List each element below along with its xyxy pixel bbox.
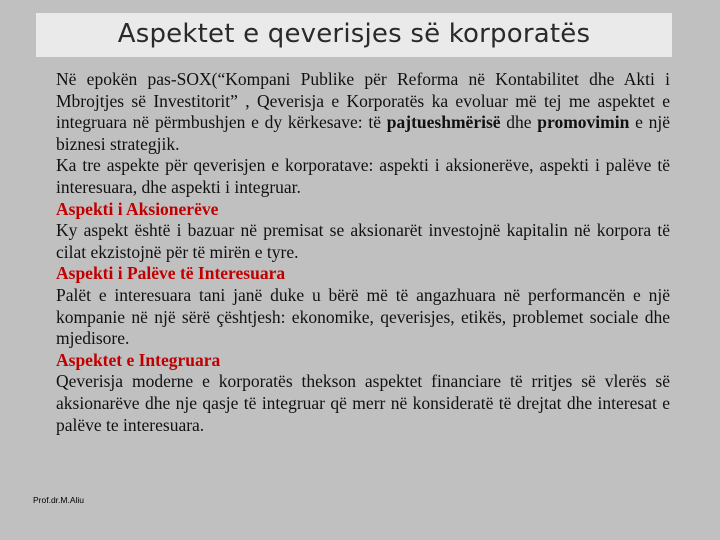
slide-title: Aspektet e qeverisjes së korporatës bbox=[117, 19, 591, 49]
intro-bold-promotion: promovimin bbox=[537, 112, 630, 133]
intro-paragraph bbox=[56, 69, 670, 155]
title-bar bbox=[36, 13, 672, 57]
intro-text-1: Në epokën pas-SOX(“Kompani Publike për Reforma në Kontabilitet dhe Akti i Mbrojtjes së Investitorit” , Qeverisja e Korporatës ka evoluar më tej me aspektet e integruara në përmbushjen e dy kërkesave: të bbox=[56, 69, 670, 133]
intro-text-3: e një biznesi strategjik. bbox=[56, 112, 670, 154]
section-heading-stakeholders: Aspekti i Palëve të Interesuara bbox=[56, 263, 286, 284]
intro-text-2: dhe bbox=[500, 112, 538, 133]
overview-paragraph: Ka tre aspekte për qeverisjen e korporatave: aspekti i aksionerëve, aspekti i palëve të interesuara, dhe aspekti i integruar. bbox=[56, 155, 670, 197]
section-body-integrated: Qeverisja moderne e korporatës thekson aspektet financiare të rritjes së vlerës së aksionarëve dhe nje qasje të integruar që merr në konsideratë të drejtat dhe interesat e palëve te interesuara. bbox=[56, 371, 670, 435]
intro-bold-compliance: pajtueshmërisë bbox=[386, 112, 501, 133]
slide-content bbox=[56, 69, 670, 436]
section-body-stakeholders: Palët e interesuara tani janë duke u bërë më të angazhuara në performancën e një kompanie në një sërë çështjesh: ekonomike, qeverisjes, etikës, problemet sociale dhe mjedisore. bbox=[56, 284, 670, 349]
section-body-shareholders: Ky aspekt është i bazuar në premisat se aksionarët investojnë kapitalin në korpora të cilat ekzistojnë për të mirën e tyre. bbox=[56, 220, 670, 262]
section-heading-integrated: Aspektet e Integruara bbox=[56, 349, 221, 370]
section-heading-shareholders: Aspekti i Aksionerëve bbox=[56, 198, 219, 219]
author-footer: Prof.dr.M.Aliu bbox=[33, 495, 85, 505]
